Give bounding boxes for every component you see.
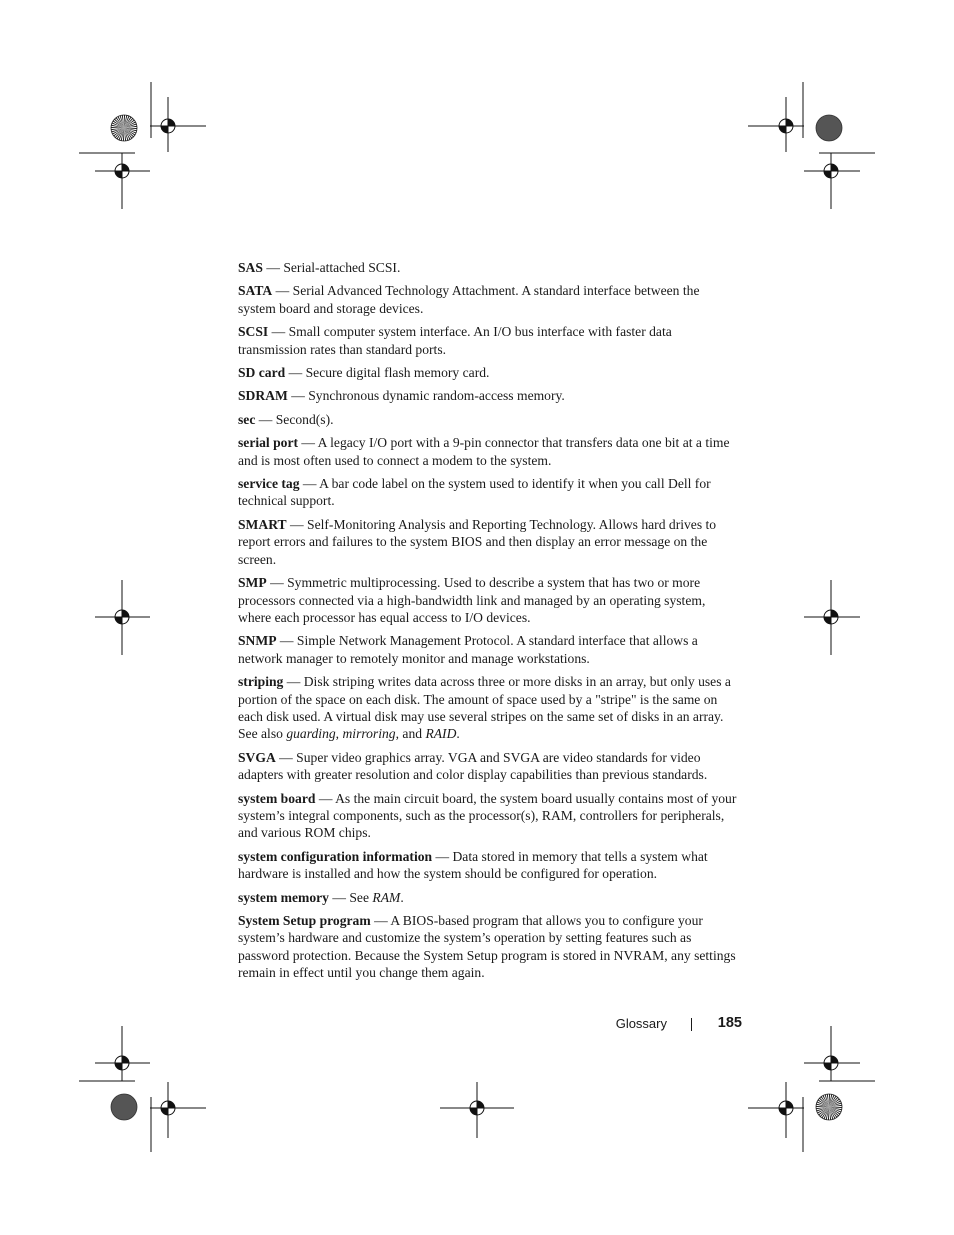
- glossary-term: system memory: [238, 889, 329, 905]
- glossary-term: sec: [238, 411, 256, 427]
- glossary-entry-sata: [238, 282, 738, 317]
- glossary-definition: A bar code label on the system used to identify it when you call Dell for technical support.: [238, 476, 711, 509]
- cross-reference: RAM: [372, 889, 401, 905]
- glossary-term: SATA: [238, 283, 273, 299]
- term-dash: —: [298, 435, 318, 451]
- glossary-definition: Secure digital flash memory card.: [305, 365, 490, 381]
- glossary-term: SCSI: [238, 324, 269, 340]
- footer-section-title: Glossary: [615, 1016, 667, 1031]
- glossary-entry-system-configuration-information: [238, 848, 738, 883]
- starburst-ray: [828, 1107, 829, 1120]
- term-dash: —: [255, 411, 276, 427]
- glossary-entry-sdram: [238, 387, 738, 404]
- glossary-entry-snmp: [238, 632, 738, 667]
- glossary-term: System Setup program: [238, 913, 371, 928]
- page-footer: [600, 1014, 742, 1036]
- glossary-definition: Data stored in memory that tells a system what hardware is installed and how the system should be configured for operation.: [238, 848, 708, 882]
- glossary-term: SVGA: [238, 749, 276, 765]
- term-dash: —: [268, 324, 289, 340]
- starburst-ray: [124, 128, 137, 129]
- term-dash: —: [432, 848, 453, 864]
- glossary-definition: Serial-attached SCSI.: [283, 260, 401, 275]
- glossary-entry-system-board: [238, 790, 738, 842]
- starburst-ray: [124, 115, 125, 128]
- glossary-definition: A legacy I/O port with a 9-pin connector that transfers data one bit at a time and is most often used to connect a modem to the system.: [238, 435, 730, 468]
- glossary-definition: A BIOS-based program that allows you to configure your system’s hardware and customize the system’s operation by setting features such as password protection. Because the System Setup program is stored in NVRAM, any settings remain in effect until you change them again.: [238, 913, 736, 981]
- glossary-entry-sd-card: [238, 364, 738, 381]
- glossary-definition: As the main circuit board, the system board usually contains most of your system’s integral components, such as the processor(s), RAM, controllers for peripherals, and various ROM chips.: [238, 790, 737, 841]
- term-dash: —: [315, 790, 336, 806]
- glossary-term: SMP: [238, 575, 267, 591]
- glossary-definition: Super video graphics array. VGA and SVGA are video standards for video adapters with greater resolution and color display capabilities than previous standards.: [238, 749, 708, 783]
- glossary-entry-sec: [238, 411, 738, 428]
- glossary-term: system board: [238, 790, 316, 806]
- glossary-entry-system-setup-program: [238, 912, 738, 982]
- glossary-entry-serial-port: [238, 434, 738, 469]
- glossary-definition: Simple Network Management Protocol. A standard interface that allows a network manager to remotely monitor and manage workstations.: [238, 633, 698, 666]
- glossary-definition: Serial Advanced Technology Attachment. A standard interface between the system board and storage devices.: [238, 283, 700, 316]
- page-number: 185: [717, 1015, 742, 1031]
- glossary-entry-striping: [238, 673, 738, 743]
- term-dash: —: [276, 633, 297, 649]
- glossary-entry-smart: [238, 516, 738, 568]
- glossary-entry-scsi: [238, 323, 738, 358]
- starburst-ray: [123, 128, 124, 141]
- glossary-term: SNMP: [238, 633, 277, 649]
- glossary-entry-sas: [238, 259, 738, 276]
- glossary-term: SD card: [238, 365, 286, 381]
- sentence-end: .: [400, 889, 404, 905]
- term-dash: —: [266, 575, 288, 591]
- glossary-term: serial port: [238, 435, 299, 451]
- glossary-definition: Symmetric multiprocessing. Used to describe a system that has two or more processors connected via a high-bandwidth link and managed by an operating system, where each processor has equal access to I/O devices.: [238, 575, 706, 625]
- term-dash: —: [275, 749, 297, 765]
- starburst-ray: [829, 1094, 830, 1107]
- glossary-definition: Synchronous dynamic random-access memory.: [308, 388, 565, 404]
- glossary-entry-service-tag: [238, 475, 738, 510]
- term-dash: —: [328, 889, 350, 905]
- glossary-term: system configuration information: [238, 848, 433, 864]
- glossary-definition: See: [349, 889, 373, 905]
- cross-reference: mirroring: [342, 726, 396, 742]
- term-dash: —: [283, 674, 304, 690]
- term-dash: —: [299, 476, 320, 492]
- term-dash: —: [285, 365, 306, 381]
- glossary-term: SAS: [238, 260, 263, 275]
- term-dash: —: [262, 260, 284, 275]
- starburst-ray: [829, 1107, 842, 1108]
- glossary-entry-system-memory: [238, 889, 738, 906]
- sentence-end: .: [456, 726, 460, 742]
- glossary-definition: Disk striping writes data across three or more disks in an array, but only uses a portion of the space on each disk. The amount of space used by a "stripe" is the same on each disk used. A virtual disk may use several stripes on the same set of disks in an array. See also: [238, 674, 731, 742]
- glossary-term: SDRAM: [238, 388, 288, 404]
- term-dash: —: [370, 913, 391, 928]
- term-dash: —: [287, 388, 309, 404]
- starburst-ray: [111, 127, 124, 128]
- starburst-mark: [816, 1094, 842, 1120]
- ref-separator: ,: [335, 726, 343, 742]
- footer-divider: [691, 1018, 692, 1031]
- glossary-entry-smp: [238, 574, 738, 626]
- glossary-term: striping: [238, 674, 284, 690]
- glossary-definition: Self-Monitoring Analysis and Reporting Technology. Allows hard drives to report errors and failures to the system BIOS and then display an error message on the screen.: [238, 516, 717, 567]
- term-dash: —: [272, 283, 293, 299]
- cross-reference: guarding: [286, 726, 336, 742]
- glossary-term: service tag: [238, 476, 300, 492]
- starburst-mark: [111, 115, 137, 141]
- ref-separator: , and: [395, 726, 426, 742]
- glossary-definition: Small computer system interface. An I/O bus interface with faster data transmission rates than standard ports.: [238, 324, 672, 357]
- starburst-ray: [816, 1106, 829, 1107]
- glossary-term: SMART: [238, 516, 287, 532]
- glossary-definition: Second(s).: [275, 411, 334, 427]
- cross-reference: RAID: [425, 726, 457, 742]
- term-dash: —: [286, 516, 308, 532]
- glossary-entry-svga: [238, 749, 738, 784]
- glossary-list: [238, 259, 738, 988]
